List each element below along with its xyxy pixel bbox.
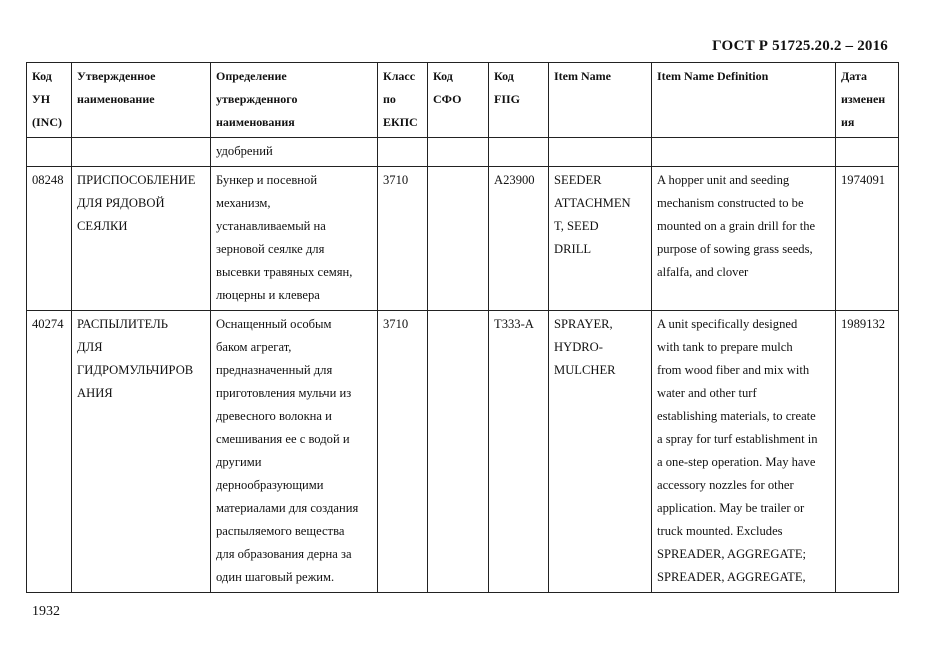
cell-item-name: SPRAYER, HYDRO- MULCHER: [549, 311, 652, 593]
table-header-row: [27, 63, 899, 138]
cell-date: [836, 138, 899, 167]
cell-class: [378, 138, 428, 167]
cell-approved-name: ПРИСПОСОБЛЕНИЕ ДЛЯ РЯДОВОЙ СЕЯЛКИ: [72, 167, 211, 311]
cell-class: 3710: [378, 167, 428, 311]
column-header-approved-name: Утвержденное наименование: [72, 63, 211, 138]
column-header-fiig: Код FIIG: [489, 63, 549, 138]
cell-sfo: [428, 311, 489, 593]
table-row: [27, 138, 899, 167]
column-header-sfo: Код СФО: [428, 63, 489, 138]
cell-sfo: [428, 138, 489, 167]
cell-date: 1989132: [836, 311, 899, 593]
cell-inc: 08248: [27, 167, 72, 311]
cell-inc: 40274: [27, 311, 72, 593]
cell-definition: Оснащенный особым баком агрегат, предназначенный для приготовления мульчи из древесного волокна и смешивания ее с водой и другими дернообразующими материалами для создания распыляемого вещества для образования дерна за один шаговый режим.: [211, 311, 378, 593]
cell-definition: Бункер и посевной механизм, устанавливаемый на зерновой сеялке для высевки травяных семян, люцерны и клевера: [211, 167, 378, 311]
column-header-item-definition: Item Name Definition: [652, 63, 836, 138]
table-row: [27, 167, 899, 311]
cell-item-definition: [652, 138, 836, 167]
cell-item-name: SEEDER ATTACHMEN T, SEED DRILL: [549, 167, 652, 311]
cell-sfo: [428, 167, 489, 311]
cell-fiig: A23900: [489, 167, 549, 311]
table-row: [27, 311, 899, 593]
column-header-item-name: Item Name: [549, 63, 652, 138]
document-standard-title: ГОСТ Р 51725.20.2 – 2016: [712, 38, 888, 54]
cell-inc: [27, 138, 72, 167]
cell-approved-name: [72, 138, 211, 167]
cell-item-name: [549, 138, 652, 167]
cell-approved-name: РАСПЫЛИТЕЛЬ ДЛЯ ГИДРОМУЛЬЧИРОВ АНИЯ: [72, 311, 211, 593]
column-header-class: Класс по ЕКПС: [378, 63, 428, 138]
cell-class: 3710: [378, 311, 428, 593]
cell-fiig: T333-A: [489, 311, 549, 593]
cell-item-definition: A hopper unit and seeding mechanism constructed to be mounted on a grain drill for the purpose of sowing grass seeds, alfalfa, and clover: [652, 167, 836, 311]
item-name-table: [26, 62, 899, 593]
cell-date: 1974091: [836, 167, 899, 311]
cell-definition: удобрений: [211, 138, 378, 167]
column-header-inc: Код УН (INC): [27, 63, 72, 138]
cell-item-definition: A unit specifically designed with tank to prepare mulch from wood fiber and mix with water and other turf establishing materials, to create a spray for turf establishment in a one-step operation. May have accessory nozzles for other application. May be trailer or truck mounted. Excludes SPREADER, AGGREGATE; SPREADER, AGGREGATE,: [652, 311, 836, 593]
page-number: 1932: [32, 604, 60, 619]
column-header-date: Дата изменен ия: [836, 63, 899, 138]
column-header-definition: Определение утвержденного наименования: [211, 63, 378, 138]
cell-fiig: [489, 138, 549, 167]
